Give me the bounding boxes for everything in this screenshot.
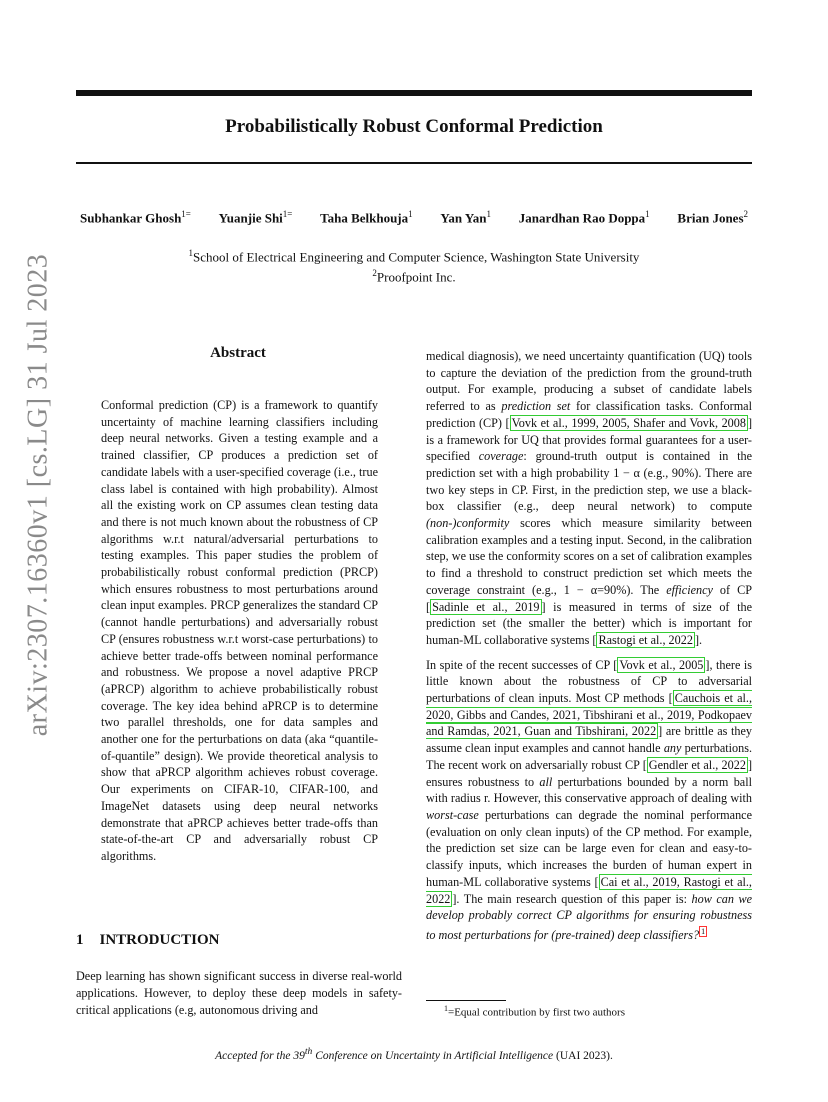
right-column (426, 348, 752, 944)
author: Taha Belkhouja$^1$ (320, 209, 413, 226)
footnote-link[interactable]: 1 (701, 926, 706, 936)
citation-link[interactable]: Cai et al., 2019, Rastogi et al., 2022 (426, 874, 752, 906)
paragraph: medical diagnosis), we need uncertainty quantification (UQ) tools to capture the deviation of the prediction from the ground-truth output. For example, producing a subset of candidate labels referred to as prediction set for classification tasks. Conformal prediction (CP) [ Vovk et al., 1999, 2005, Shafer and Vovk, 2008 ] is a framework for UQ that provides formal guarantees for a user-specified coverage: ground-truth output is contained in the prediction set with a high probability 1 − α (e.g., 90%). There are two key steps in CP. First, in the prediction step, we use a black-box classifier (e.g., deep neural network) to compute (non-)conformity scores which measure similarity between calibration examples and a testing input. Second, in the calibration step, we use the conformity scores on a set of calibration examples to find a threshold to construct prediction set which meets the coverage constraint (e.g., 1 − α=90%). The efficiency of CP [ Sadinle et al., 2019 ] is measured in terms of size of the prediction set (the smaller the better) which is important for human-ML collaborative systems [ Rastogi et al., 2022 ]. (426, 349, 753, 647)
intro-text: Deep learning has shown significant success in diverse real-world applications. However, to deploy these deep models in safety-critical applications (e.g, autonomous driving and (76, 969, 402, 1017)
author: Yuanjie Shi$^{1=}$ (218, 209, 293, 226)
citation-link[interactable]: Vovk et al., 2005 (619, 657, 704, 672)
footnote-rule (426, 1000, 506, 1001)
author-list (76, 209, 752, 226)
citation-link[interactable]: Gendler et al., 2022 (648, 757, 746, 772)
affiliations (76, 245, 752, 286)
citation-link[interactable]: Sadinle et al., 2019 (432, 599, 540, 614)
affiliation: $^1$School of Electrical Engineering and Computer Science, Washington State University (188, 248, 640, 265)
citation-link[interactable]: Cauchois et al., 2020, Gibbs and Candes, 2021, Tibshirani et al., 2019, Podkopaev and Ramdas, 2021, Guan and Tibshirani, 2022 (426, 691, 752, 739)
citation-link[interactable]: Vovk et al., 1999, 2005, Shafer and Vovk, 2008 (511, 415, 746, 430)
title-rule-bottom (76, 162, 752, 164)
title-rule-top (76, 90, 752, 96)
abstract-text: Conformal prediction (CP) is a framework to quantify uncertainty of machine learning classifiers including deep neural networks. Given a testing example and a trained classifier, CP produces a prediction set of candidate labels with a user-specified coverage (i.e., true class label is contained with high probability). Almost all the existing work on CP assumes clean testing data and there is not much known about the robustness of CP algorithms w.r.t natural/adversarial perturbations to testing examples. This paper studies the problem of probabilistically robust conformal prediction (PRCP) which ensures robustness to most perturbations around clean input examples. PRCP generalizes the standard CP (cannot handle perturbations) and adversarially robust CP (ensures robustness w.r.t worst-case perturbations) to achieve better trade-offs between nominal performance and robustness. We propose a novel adaptive PRCP (aPRCP) algorithm to achieve probabilistically robust coverage. The key idea behind aPRCP is to determine two parallel thresholds, one for data samples and another one for the perturbations on data (aka “quantile-of-quantile” design). We provide theoretical analysis to show that aPRCP algorithm achieves robust coverage. Our experiments on CIFAR-10, CIFAR-100, and ImageNet datasets using deep neural networks demonstrate that aPRCP achieves better trade-offs than state-of-the-art CP and adversarially robust CP algorithms. (101, 398, 378, 863)
author: Yan Yan$^1$ (440, 209, 491, 226)
author: Subhankar Ghosh$^{1=}$ (80, 209, 191, 226)
page-footer: Accepted for the 39th Conference on Uncertainty in Artificial Intelligence (UAI 2023). (215, 1046, 613, 1062)
footnote: $^1$=Equal contribution by first two authors (444, 1004, 625, 1019)
paper-title: Probabilistically Robust Conformal Prediction (225, 116, 603, 137)
affiliation: $^2$Proofpoint Inc. (372, 268, 456, 285)
paragraph: In spite of the recent successes of CP [ Vovk et al., 2005 ], there is little known about the robustness of CP to adversarial perturbations of clean inputs. Most CP methods [ Cauchois et al., 2020, Gibbs and Candes, 2021, Tibshirani et al., 2019, Podkopaev and Ramdas, 2021, Guan and Tibshirani, 2022 ] are brittle as they assume clean input examples and cannot handle any perturbations. The recent work on adversarially robust CP [ Gendler et al., 2022 ] ensures robustness to all perturbations bounded by a norm ball with radius r. However, this conservative approach of dealing with worst-case perturbations can degrade the nominal performance (evaluation on only clean inputs) of the CP method. For example, the prediction set size can be large even for clean and easy-to-classify inputs, which increases the burden of human expert in human-ML collaborative systems [ Cai et al., 2019, Rastogi et al., 2022 ]. The main research question of this paper is: how can we develop probably correct CP algorithms for ensuring robustness to most perturbations for (pre-trained) deep classifiers? $^1$ (426, 657, 753, 942)
citation-link[interactable]: Rastogi et al., 2022 (598, 632, 693, 647)
author: Brian Jones$^2$ (677, 209, 748, 226)
author: Janardhan Rao Doppa$^1$ (518, 209, 650, 226)
arxiv-stamp: arXiv:2307.16360v1 [cs.LG] 31 Jul 2023 (22, 253, 54, 737)
abstract-heading: Abstract (210, 345, 266, 361)
section-heading-introduction: 1 INTRODUCTION (76, 932, 220, 948)
